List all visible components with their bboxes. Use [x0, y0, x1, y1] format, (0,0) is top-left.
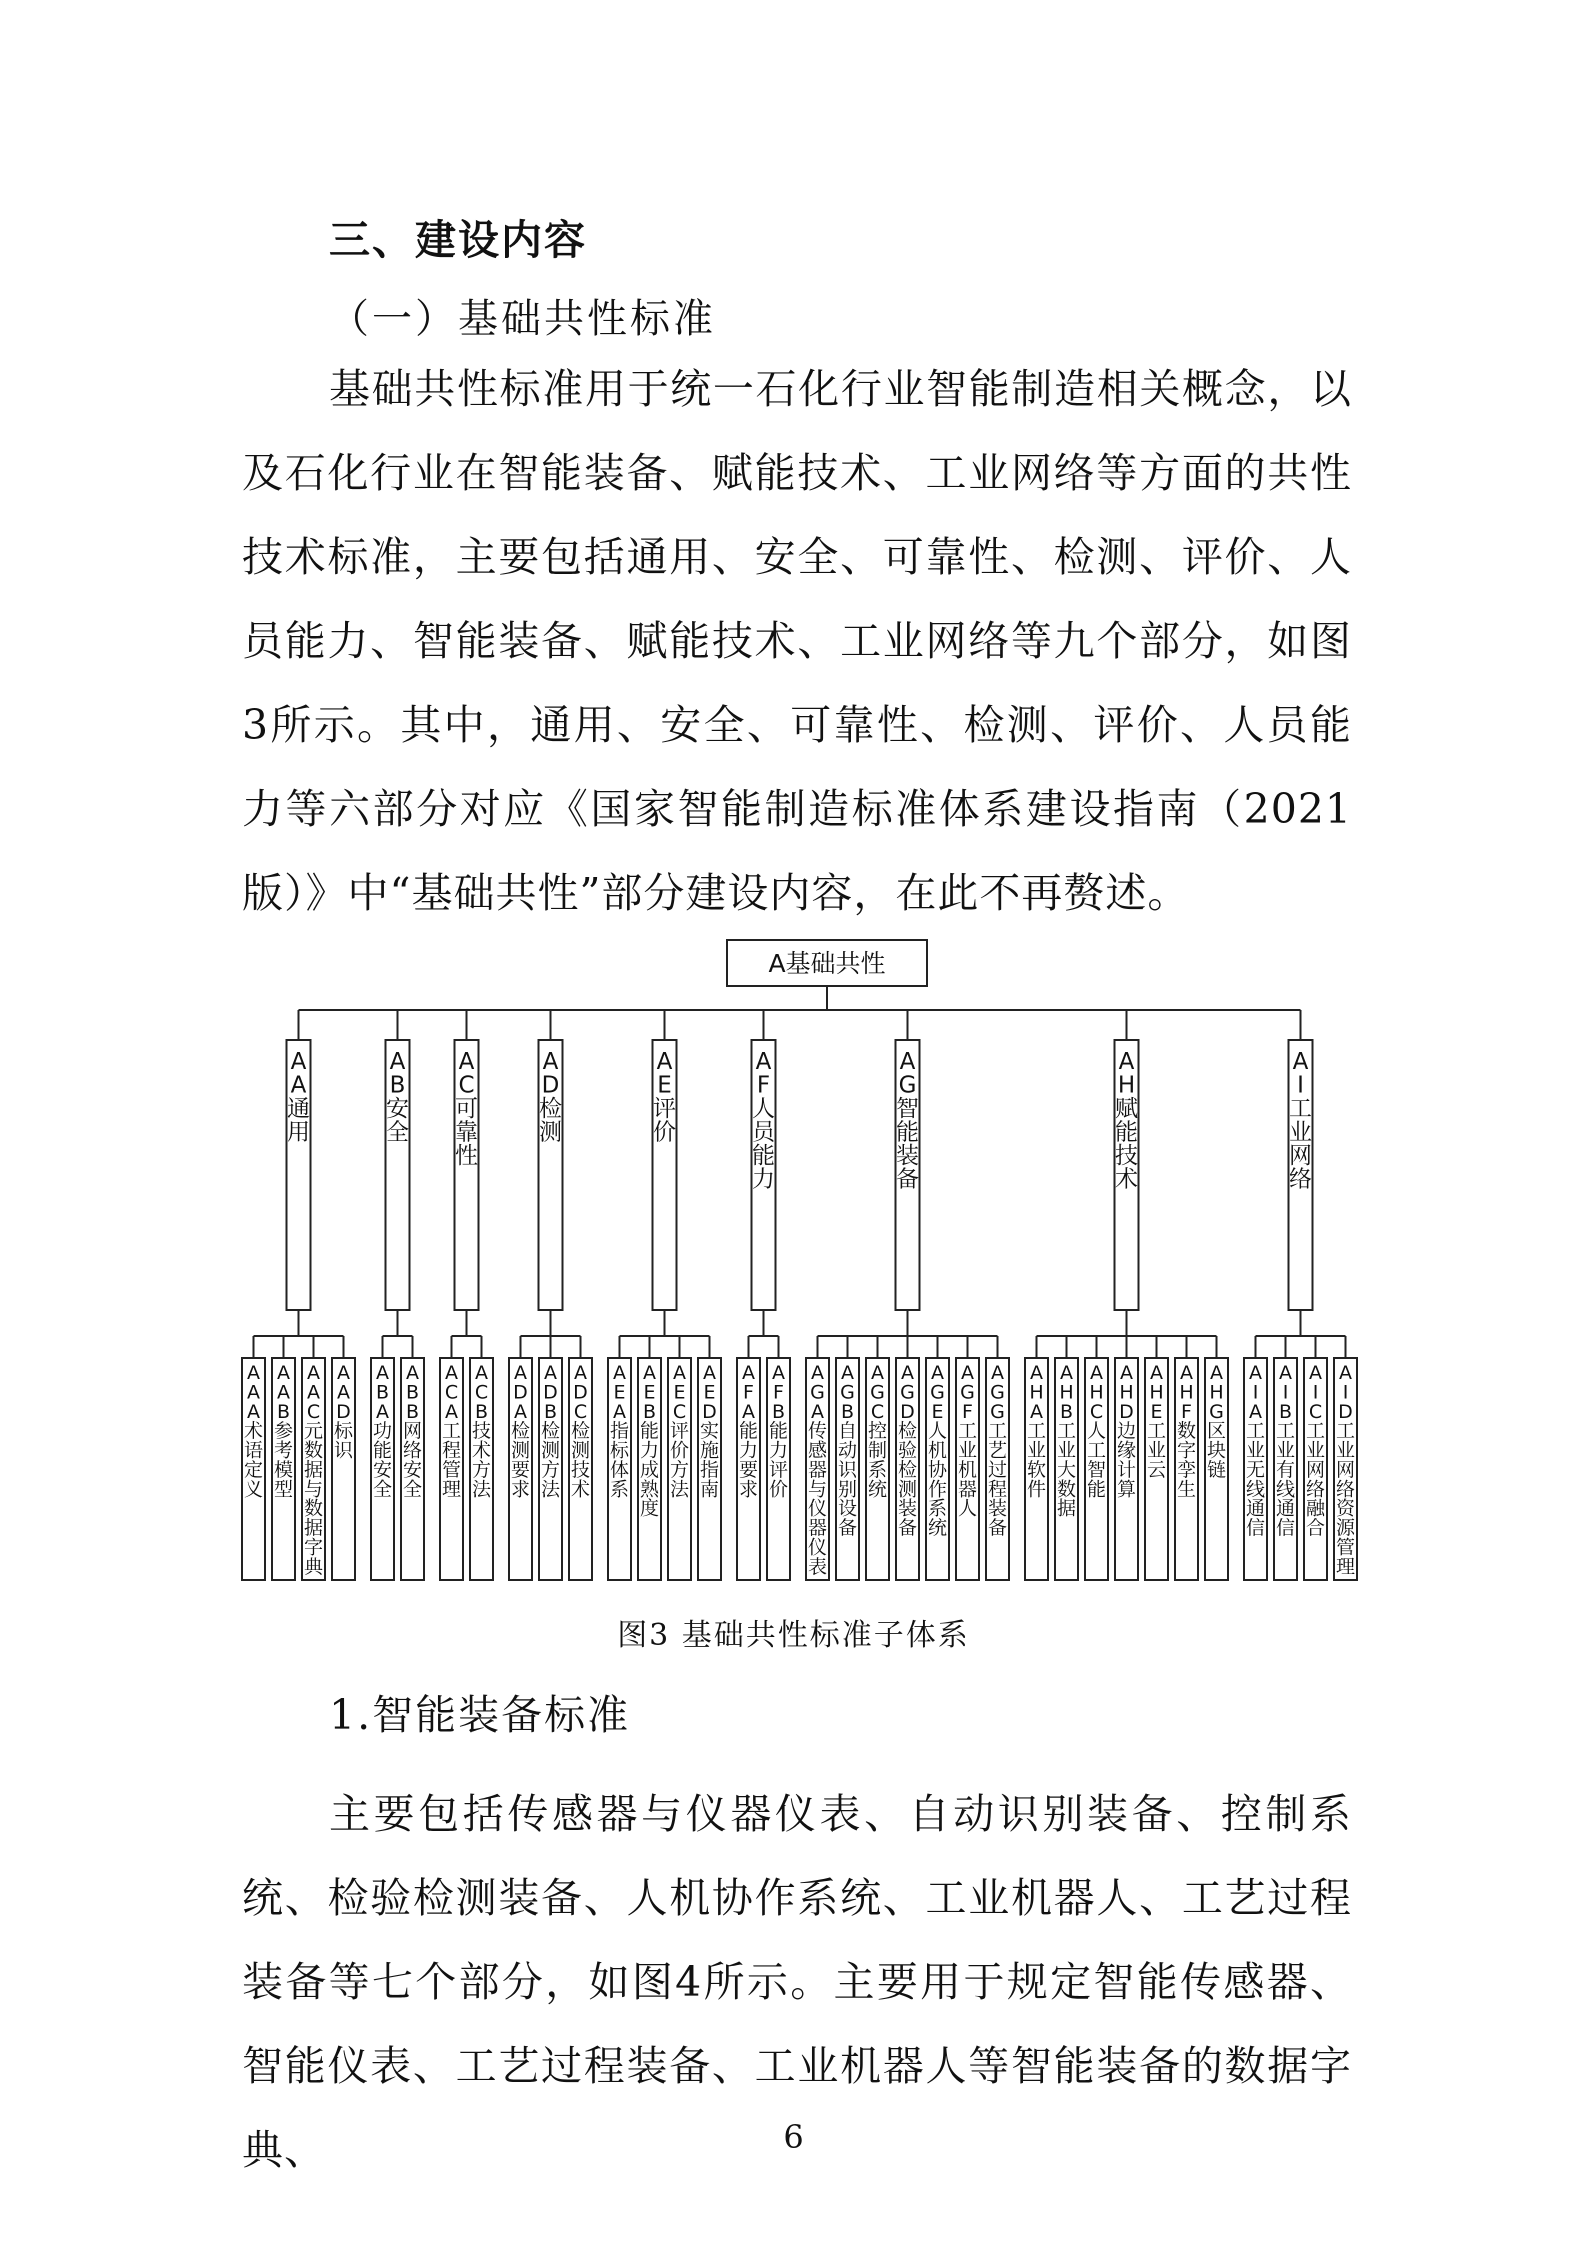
group-label: A E 评价 — [653, 1049, 676, 1146]
leaf-label: A I B 工业有线通信 — [1275, 1362, 1296, 1540]
leaf-label: A D A 检测要求 — [510, 1362, 531, 1501]
leaf-label: A D C 检测技术 — [570, 1362, 591, 1501]
leaf-label: A D B 检测方法 — [540, 1362, 561, 1501]
leaf-label: A A C 元数据与数据字典 — [303, 1362, 324, 1578]
leaf-label: A G D 检验检测装备 — [897, 1362, 918, 1540]
leaf-label: A F B 能力评价 — [768, 1362, 789, 1501]
leaf-label: A C B 技术方法 — [471, 1362, 492, 1501]
section-heading: 三、建设内容 — [329, 216, 587, 264]
group-label: A G 智能装备 — [896, 1049, 919, 1193]
body-paragraph-2: 主要包括传感器与仪器仪表、自动识别装备、控制系统、检验检测装备、人机协作系统、工业机器人、工艺过程装备等七个部分，如图4所示。主要用于规定智能传感器、智能仪表、工艺过程装备、工业机器人等智能装备的数据字典、 — [242, 1790, 1352, 2174]
leaf-label: A H C 人工智能 — [1086, 1362, 1107, 1501]
leaf-label: A G G 工艺过程装备 — [987, 1362, 1008, 1540]
body-paragraph-1: 基础共性标准用于统一石化行业智能制造相关概念，以及石化行业在智能装备、赋能技术、工业网络等方面的共性技术标准，主要包括通用、安全、可靠性、检测、评价、人员能力、智能装备、赋能技术、工业网络等九个部分，如图3所示。其中，通用、安全、可靠性、检测、评价、人员能力等六部分对应《国家智能制造标准体系建设指南（2021版）》中“基础共性”部分建设内容，在此不再赘述。 — [242, 365, 1352, 917]
subsection-heading: （一）基础共性标准 — [329, 296, 716, 342]
leaf-label: A H D 边缘计算 — [1116, 1362, 1137, 1501]
group-label: A B 安全 — [386, 1049, 409, 1146]
leaf-label: A G C 控制系统 — [867, 1362, 888, 1501]
leaf-label: A B A 功能安全 — [372, 1362, 393, 1501]
leaf-label: A G E 人机协作系统 — [927, 1362, 948, 1540]
group-label: A H 赋能技术 — [1115, 1049, 1138, 1193]
leaf-label: A H A 工业软件 — [1026, 1362, 1047, 1501]
leaf-label: A A D 标识 — [333, 1362, 354, 1462]
group-label: A I 工业网络 — [1289, 1049, 1312, 1193]
leaf-label: A G A 传感器与仪器仪表 — [807, 1362, 828, 1578]
leaf-label: A H E 工业云 — [1146, 1362, 1167, 1481]
leaf-label: A G B 自动识别设备 — [837, 1362, 858, 1540]
group-label: A C 可靠性 — [455, 1049, 478, 1169]
leaf-label: A I D 工业网络资源管理 — [1335, 1362, 1356, 1578]
figure-caption: 图3 基础共性标准子体系 — [617, 1618, 970, 1653]
leaf-label: A A B 参考模型 — [273, 1362, 294, 1501]
leaf-label: A E D 实施指南 — [699, 1362, 720, 1501]
leaf-label: A B B 网络安全 — [402, 1362, 423, 1501]
leaf-label: A A A 术语定义 — [243, 1362, 264, 1501]
leaf-label: A G F 工业机器人 — [957, 1362, 978, 1520]
group-label: A D 检测 — [539, 1049, 562, 1146]
leaf-label: A H G 区块链 — [1206, 1362, 1227, 1481]
group-label: A F 人员能力 — [752, 1049, 775, 1193]
leaf-label: A E B 能力成熟度 — [639, 1362, 660, 1520]
leaf-label: A E C 评价方法 — [669, 1362, 690, 1501]
leaf-label: A C A 工程管理 — [441, 1362, 462, 1501]
root-label: A基础共性 — [768, 949, 886, 978]
subsection-heading-3: 1.智能装备标准 — [329, 1691, 631, 1739]
leaf-label: A I C 工业网络融合 — [1305, 1362, 1326, 1540]
leaf-label: A F A 能力要求 — [738, 1362, 759, 1501]
leaf-label: A H B 工业大数据 — [1056, 1362, 1077, 1520]
page-number: 6 — [783, 2118, 804, 2156]
leaf-label: A E A 指标体系 — [609, 1362, 630, 1501]
leaf-label: A H F 数字孪生 — [1176, 1362, 1197, 1501]
leaf-label: A I A 工业无线通信 — [1245, 1362, 1266, 1540]
group-label: A A 通用 — [287, 1049, 310, 1146]
